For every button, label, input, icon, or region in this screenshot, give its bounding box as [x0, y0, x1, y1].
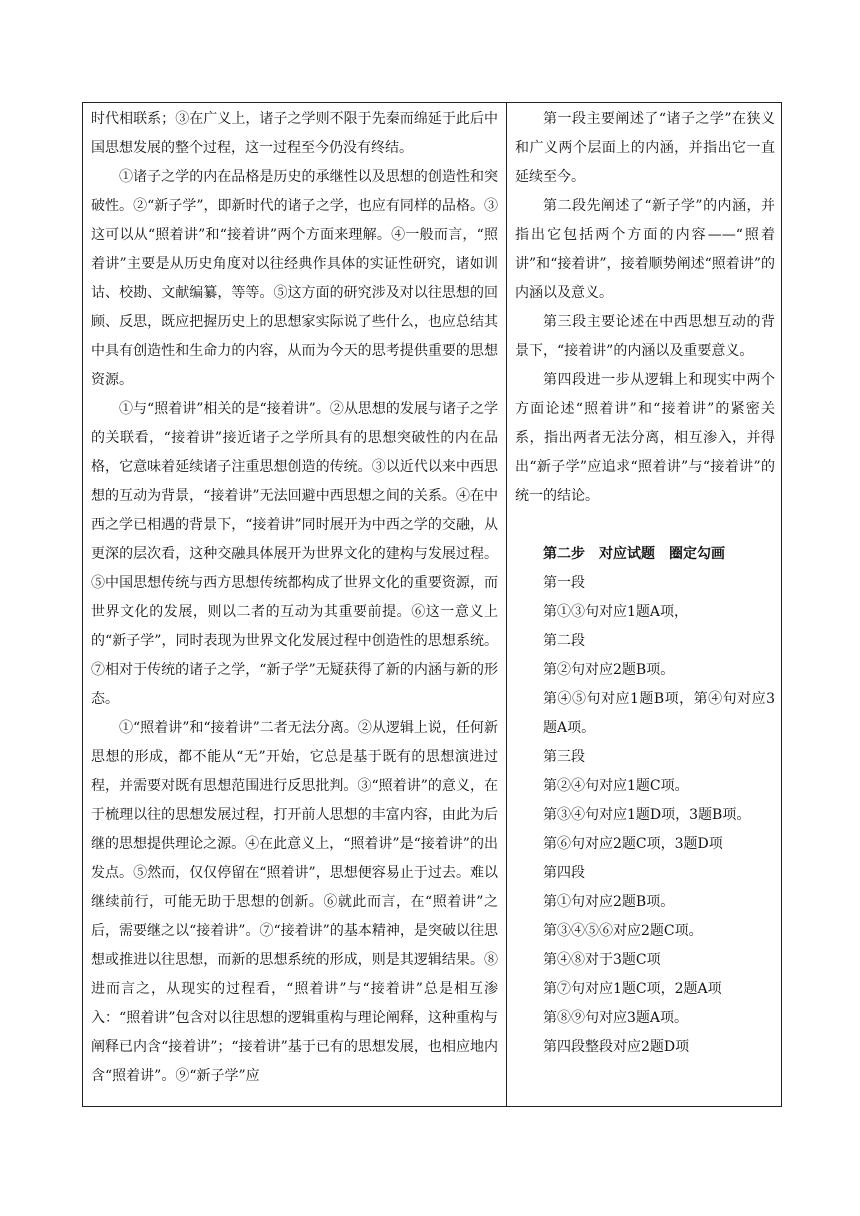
correspondence-item: 第③④⑤⑥对应2题C项。: [543, 923, 703, 939]
passage-paragraph-3: ①与“照着讲”相关的是“接着讲”。②从思想的发展与诸子之学的关联看，“接着讲”接近诸子之学所具有的思想突破性的内在品格，它意味着延续诸子注重思想创造的传统。③以近代以来中西思想的互动为背景，“接着讲”无法回避中西思想之间的关系。④在中西之学已相遇的背景下，“接着讲”同时展开为中西之学的交融，从更深的层次看，这种交融具体展开为世界文化的建构与发展过程。⑤中国思想传统与西方思想传统都构成了世界文化的重要资源，而世界文化的发展，则以二者的互动为其重要前提。⑥这一意义上的“新子学”，同时表现为世界文化发展过程中创造性的思想系统。⑦相对于传统的诸子之学，“新子学”无疑获得了新的内涵与新的形态。: [91, 401, 498, 707]
correspondence-item: 第一段: [543, 575, 585, 591]
summary-paragraph-3: 第三段主要论述在中西思想互动的背景下，“接着讲”的内涵以及重要意义。: [515, 314, 775, 359]
summary-paragraph-4: 第四段进一步从逻辑上和现实中两个方面论述“照着讲”和“接着讲”的紧密关系，指出两者无法分离，相互渗入，并得出“新子学”应追求“照着讲”与“接着讲”的统一的结论。: [515, 372, 775, 504]
correspondence-item: 第④⑧对于3题C项: [543, 952, 661, 968]
correspondence-item: 第②④句对应1题C项。: [543, 778, 689, 794]
step-title: 第二步 对应试题 圈定勾画: [543, 546, 725, 562]
correspondence-item: 第①句对应2题B项。: [543, 894, 675, 910]
passage-paragraph-1: 时代相联系；③在广义上，诸子之学则不限于先秦而绵延于此后中国思想发展的整个过程，这一过程至今仍没有终结。: [91, 111, 498, 156]
correspondence-item: 第四段整段对应2题D项: [543, 1039, 690, 1055]
correspondence-item: 第①③句对应1题A项，: [543, 604, 689, 620]
summary-paragraph-2: 第二段先阐述了“新子学”的内涵，并指出它包括两个方面的内容——“照着讲”和“接着讲”，接着顺势阐述“照着讲”的内涵以及意义。: [515, 198, 775, 301]
passage-paragraph-2: ①诸子之学的内在品格是历史的承继性以及思想的创造性和突破性。②“新子学”，即新时代的诸子之学，也应有同样的品格。③这可以从“照着讲”和“接着讲”两个方面来理解。④一般而言，“照着讲”主要是从历史角度对以往经典作具体的实证性研究，诸如训诂、校勘、文献编纂，等等。⑤这方面的研究涉及对以往思想的回顾、反思，既应把握历史上的思想家实际说了些什么，也应总结其中具有创造性和生命力的内容，从而为今天的思考提供重要的思想资源。: [91, 169, 498, 388]
correspondence-item: 第⑥句对应2题C项，3题D项: [543, 836, 723, 852]
passage-paragraph-4: ①“照着讲”和“接着讲”二者无法分离。②从逻辑上说，任何新思想的形成，都不能从“无”开始，它总是基于既有的思想演进过程，并需要对既有思想范围进行反思批判。③“照着讲”的意义，在于梳理以往的思想发展过程，打开前人思想的丰富内容，由此为后继的思想提供理论之源。④在此意义上，“照着讲”是“接着讲”的出发点。⑤然而，仅仅停留在“照着讲”，思想便容易止于过去。难以继续前行，可能无助于思想的创新。⑥就此而言，在“照着讲”之后，需要继之以“接着讲”。⑦“接着讲”的基本精神，是突破以往思想或推进以往思想，而新的思想系统的形成，则是其逻辑结果。⑧进而言之，从现实的过程看，“照着讲”与“接着讲”总是相互渗入：“照着讲”包含对以往思想的逻辑重构与理论阐释，这种重构与阐释已内含“接着讲”；“接着讲”基于已有的思想发展，也相应地内含“照着讲”。⑨“新子学”应: [91, 720, 498, 1084]
correspondence-item: 第④⑤句对应1题B项，第④句对应3题A项。: [543, 691, 775, 736]
passage-column: [83, 103, 507, 1106]
correspondence-item: 第三段: [543, 749, 585, 765]
correspondence-item: 第③④句对应1题D项，3题B项。: [543, 807, 751, 823]
correspondence-item: 第⑦句对应1题C项，2题A项: [543, 981, 722, 997]
correspondence-item: 第四段: [543, 865, 585, 881]
correspondence-item: 第⑧⑨句对应3题A项。: [543, 1010, 689, 1026]
correspondence-item: 第②句对应2题B项。: [543, 662, 675, 678]
analysis-column: [507, 103, 781, 1106]
summary-paragraph-1: 第一段主要阐述了“诸子之学”在狭义和广义两个层面上的内涵，并指出它一直延续至今。: [515, 111, 775, 185]
content-table: [82, 102, 782, 1107]
correspondence-item: 第二段: [543, 633, 585, 649]
